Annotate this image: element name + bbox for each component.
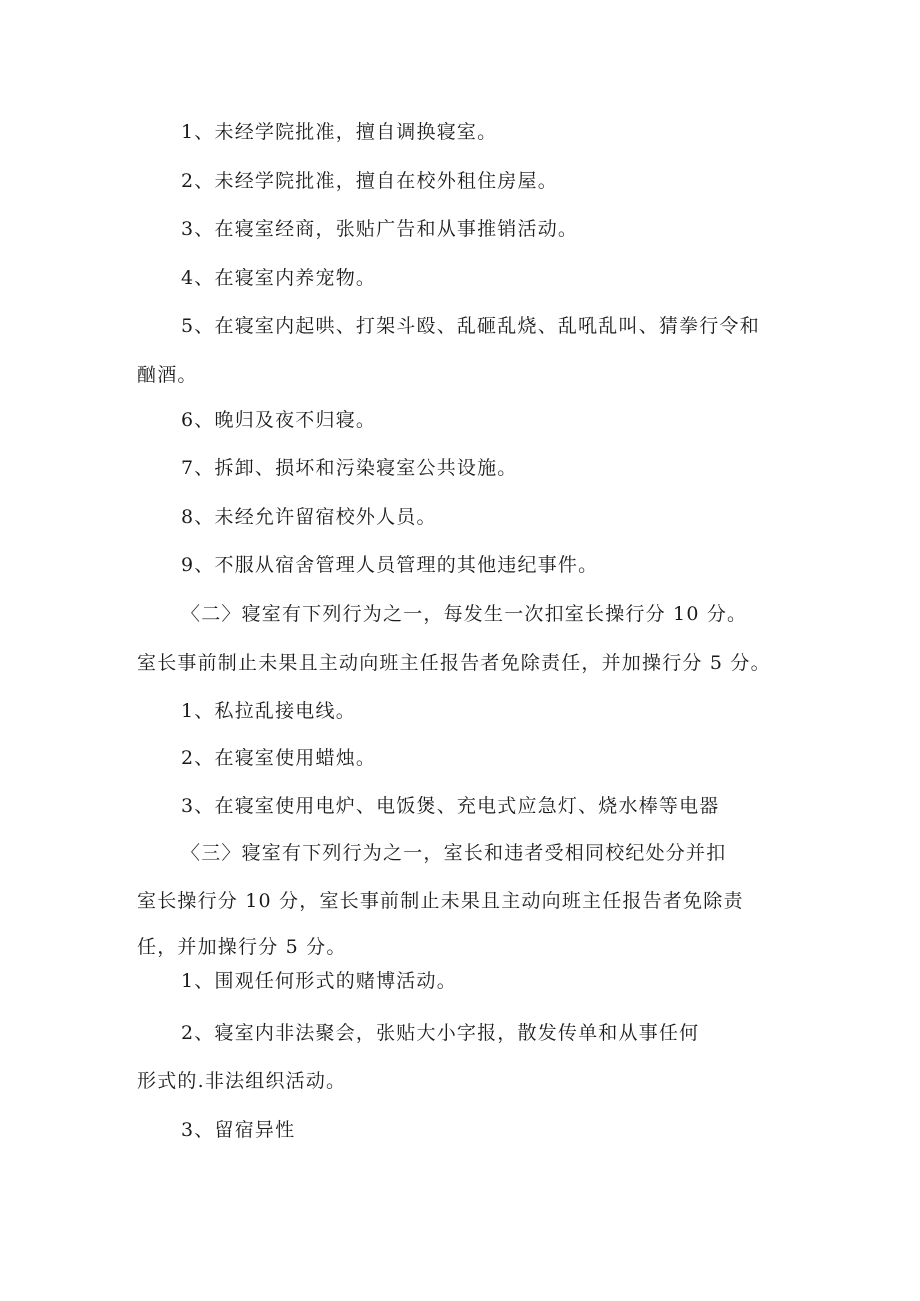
list3-item-2-cont: 形式的.非法组织活动。 — [137, 1070, 347, 1092]
list2-item-2: 2、在寝室使用蜡烛。 — [181, 747, 377, 769]
list1-item-6: 6、晚归及夜不归寝。 — [181, 409, 377, 431]
list1-item-5-cont: 酗酒。 — [137, 364, 198, 386]
list1-item-3: 3、在寝室经商，张贴广告和从事推销活动。 — [181, 218, 579, 240]
list3-item-1: 1、围观任何形式的赌博活动。 — [181, 970, 457, 992]
list1-item-5: 5、在寝室内起哄、打架斗殴、乱砸乱烧、乱吼乱叫、猜拳行令和 — [181, 315, 760, 337]
section3-heading: 〈三〉寝室有下列行为之一，室长和违者受相同校纪处分并扣 — [181, 842, 727, 864]
list2-item-3: 3、在寝室使用电炉、电饭煲、充电式应急灯、烧水棒等电器 — [181, 795, 720, 817]
list1-item-4: 4、在寝室内养宠物。 — [181, 267, 377, 289]
section3-heading-cont1: 室长操行分 10 分，室长事前制止未果且主动向班主任报告者免除责 — [137, 890, 744, 912]
list1-item-9: 9、不服从宿舍管理人员管理的其他违纪事件。 — [181, 554, 599, 576]
list1-item-7: 7、拆卸、损坏和污染寝室公共设施。 — [181, 457, 518, 479]
list1-item-2: 2、未经学院批准，擅自在校外租住房屋。 — [181, 170, 558, 192]
list2-item-1: 1、私拉乱接电线。 — [181, 700, 356, 722]
list3-item-2: 2、寝室内非法聚会，张贴大小字报，散发传单和从事任何 — [181, 1022, 700, 1044]
list1-item-1: 1、未经学院批准，擅自调换寝室。 — [181, 121, 498, 143]
section2-heading-cont: 室长事前制止未果且主动向班主任报告者免除责任，并加操行分 5 分。 — [137, 652, 771, 674]
list3-item-3: 3、留宿异性 — [181, 1119, 296, 1141]
list1-item-8: 8、未经允许留宿校外人员。 — [181, 506, 437, 528]
section3-heading-cont2: 任，并加操行分 5 分。 — [137, 936, 347, 958]
section2-heading: 〈二〉寝室有下列行为之一，每发生一次扣室长操行分 10 分。 — [181, 603, 748, 625]
